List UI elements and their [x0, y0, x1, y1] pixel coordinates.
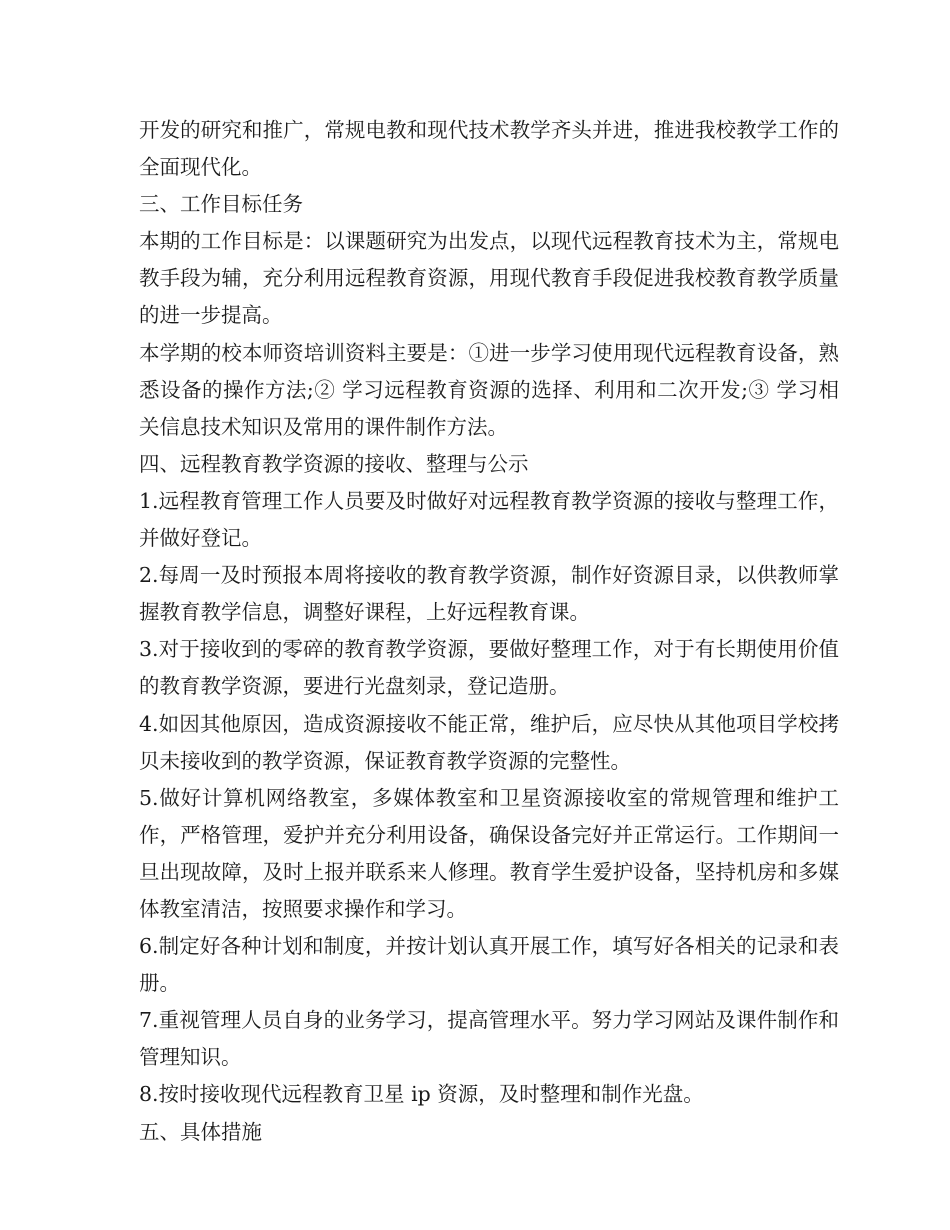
list-item-4: 4.如因其他原因，造成资源接收不能正常，维护后，应尽快从其他项目学校拷贝未接收到的教学资源，保证教育教学资源的完整性。: [139, 711, 839, 773]
section-heading-4: 四、远程教育教学资源的接收、整理与公示: [139, 451, 529, 476]
paragraph-intro-continuation: 开发的研究和推广，常规电教和现代技术教学齐头并进，推进我校教学工作的全面现代化。: [139, 118, 839, 180]
paragraph-training-content: 本学期的校本师资培训资料主要是：①进一步学习使用现代远程教育设备，熟悉设备的操作方法;② 学习远程教育资源的选择、利用和二次开发;③ 学习相关信息技术知识及常用的课件制作方法。: [139, 340, 839, 439]
list-item-5: 5.做好计算机网络教室，多媒体教室和卫星资源接收室的常规管理和维护工作，严格管理，爱护并充分利用设备，确保设备完好并正常运行。工作期间一旦出现故障，及时上报并联系来人修理。教育学生爱护设备，坚持机房和多媒体教室清洁，按照要求操作和学习。: [139, 785, 839, 921]
list-item-6: 6.制定好各种计划和制度，并按计划认真开展工作，填写好各相关的记录和表册。: [139, 934, 839, 996]
list-item-8: 8.按时接收现代远程教育卫星 ip 资源，及时整理和制作光盘。: [139, 1082, 704, 1107]
section-heading-3: 三、工作目标任务: [139, 192, 303, 217]
list-item-7: 7.重视管理人员自身的业务学习，提高管理水平。努力学习网站及课件制作和管理知识。: [139, 1008, 839, 1070]
list-item-2: 2.每周一及时预报本周将接收的教育教学资源，制作好资源目录，以供教师掌握教育教学信息，调整好课程，上好远程教育课。: [139, 563, 839, 625]
list-item-3: 3.对于接收到的零碎的教育教学资源，要做好整理工作，对于有长期使用价值的教育教学资源，要进行光盘刻录，登记造册。: [139, 637, 839, 699]
document-body: [139, 112, 839, 1151]
section-heading-5: 五、具体措施: [139, 1119, 262, 1144]
paragraph-work-goal: 本期的工作目标是：以课题研究为出发点，以现代远程教育技术为主，常规电教手段为辅，充分利用远程教育资源，用现代教育手段促进我校教育教学质量的进一步提高。: [139, 229, 839, 328]
list-item-1: 1.远程教育管理工作人员要及时做好对远程教育教学资源的接收与整理工作，并做好登记。: [139, 488, 839, 551]
